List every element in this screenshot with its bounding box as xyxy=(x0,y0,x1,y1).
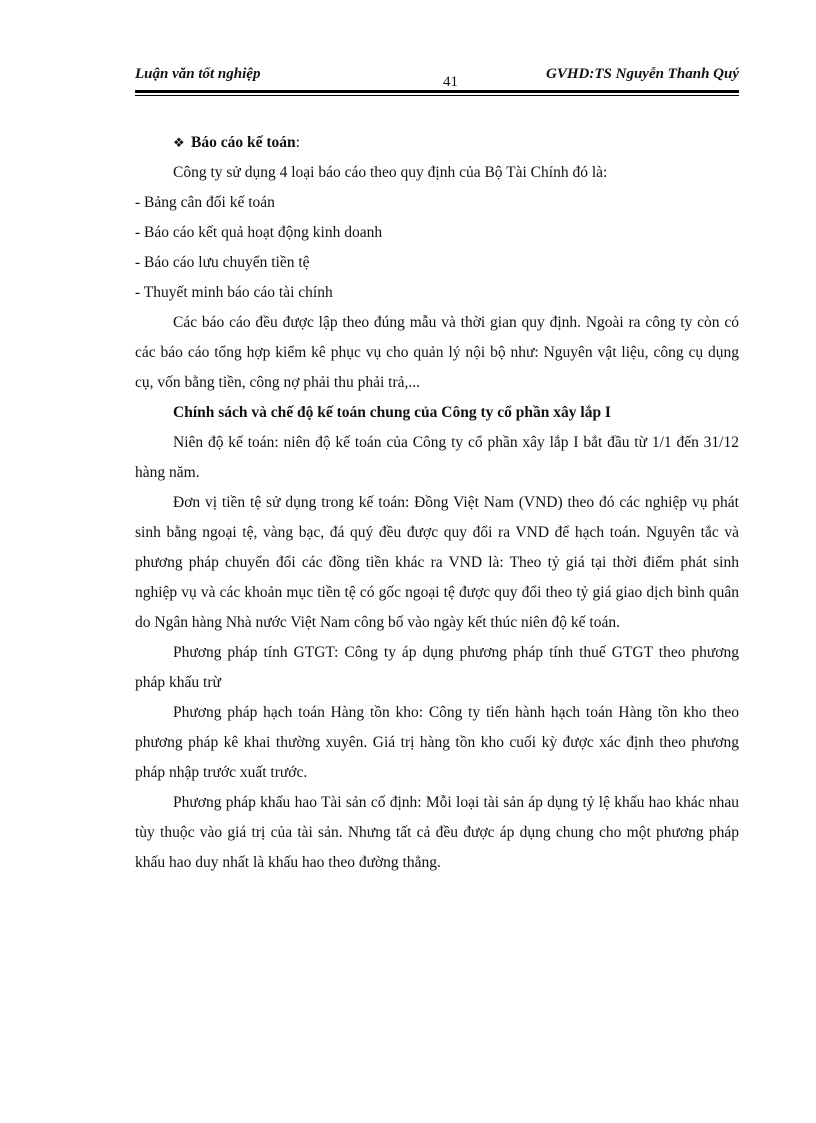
header-advisor-label: GVHD:TS Nguyễn Thanh Quý xyxy=(546,66,739,82)
intro-paragraph: Công ty sử dụng 4 loại báo cáo theo quy định của Bộ Tài Chính đó là: xyxy=(173,164,608,181)
vat-paragraph: Phương pháp tính GTGT: Công ty áp dụng phương pháp tính thuế GTGT theo phương pháp khấu trừ xyxy=(135,644,739,691)
report-list-item: - Bảng cân đối kế toán xyxy=(135,194,275,211)
section-heading xyxy=(135,128,739,158)
depreciation-paragraph: Phương pháp khấu hao Tài sản cố định: Mỗi loại tài sản áp dụng tỷ lệ khấu hao khác nhau tùy thuộc vào giá trị của tài sản. Nhưng tất cả đều được áp dụng chung cho một phương pháp khấu hao duy nhất là khấu hao theo đường thẳng. xyxy=(135,794,739,871)
page-header xyxy=(135,66,739,90)
report-list-item: - Báo cáo lưu chuyển tiền tệ xyxy=(135,254,310,271)
fiscal-year-paragraph: Niên độ kế toán: niên độ kế toán của Công ty cổ phần xây lắp I bắt đầu từ 1/1 đến 31/12 hàng năm. xyxy=(135,434,739,481)
header-rule-thick xyxy=(135,90,739,93)
policy-heading: Chính sách và chế độ kế toán chung của Công ty cổ phần xây lắp I xyxy=(173,404,611,421)
four-diamond-bullet-icon: ❖ xyxy=(173,135,185,150)
reports-note-paragraph: Các báo cáo đều được lập theo đúng mẫu và thời gian quy định. Ngoài ra công ty còn có các báo cáo tổng hợp kiểm kê phục vụ cho quản lý nội bộ như: Nguyên vật liệu, công cụ dụng cụ, vốn bằng tiền, công nợ phải thu phải trả,... xyxy=(135,314,739,391)
page-number: 41 xyxy=(443,74,458,90)
header-rule-thin xyxy=(135,95,739,96)
section-title: Báo cáo kế toán xyxy=(191,134,296,151)
document-body xyxy=(135,128,739,878)
report-list-item: - Báo cáo kết quả hoạt động kinh doanh xyxy=(135,224,383,241)
currency-paragraph: Đơn vị tiền tệ sử dụng trong kế toán: Đồng Việt Nam (VND) theo đó các nghiệp vụ phát sinh bằng ngoại tệ, vàng bạc, đá quý đều được quy đổi ra VND để hạch toán. Nguyên tắc và phương pháp chuyển đổi các đồng tiền khác ra VND là: Theo tỷ giá tại thời điểm phát sinh nghiệp vụ và các khoản mục tiền tệ có gốc ngoại tệ được quy đổi theo tỷ giá giao dịch bình quân do Ngân hàng Nhà nước Việt Nam công bố vào ngày kết thúc niên độ kế toán. xyxy=(135,494,739,631)
inventory-paragraph: Phương pháp hạch toán Hàng tồn kho: Công ty tiến hành hạch toán Hàng tồn kho theo phương pháp kê khai thường xuyên. Giá trị hàng tồn kho cuối kỳ được xác định theo phương pháp nhập trước xuất trước. xyxy=(135,704,739,781)
section-title-colon: : xyxy=(295,134,300,151)
header-thesis-label: Luận văn tốt nghiệp xyxy=(135,66,261,82)
report-list-item: - Thuyết minh báo cáo tài chính xyxy=(135,284,333,301)
